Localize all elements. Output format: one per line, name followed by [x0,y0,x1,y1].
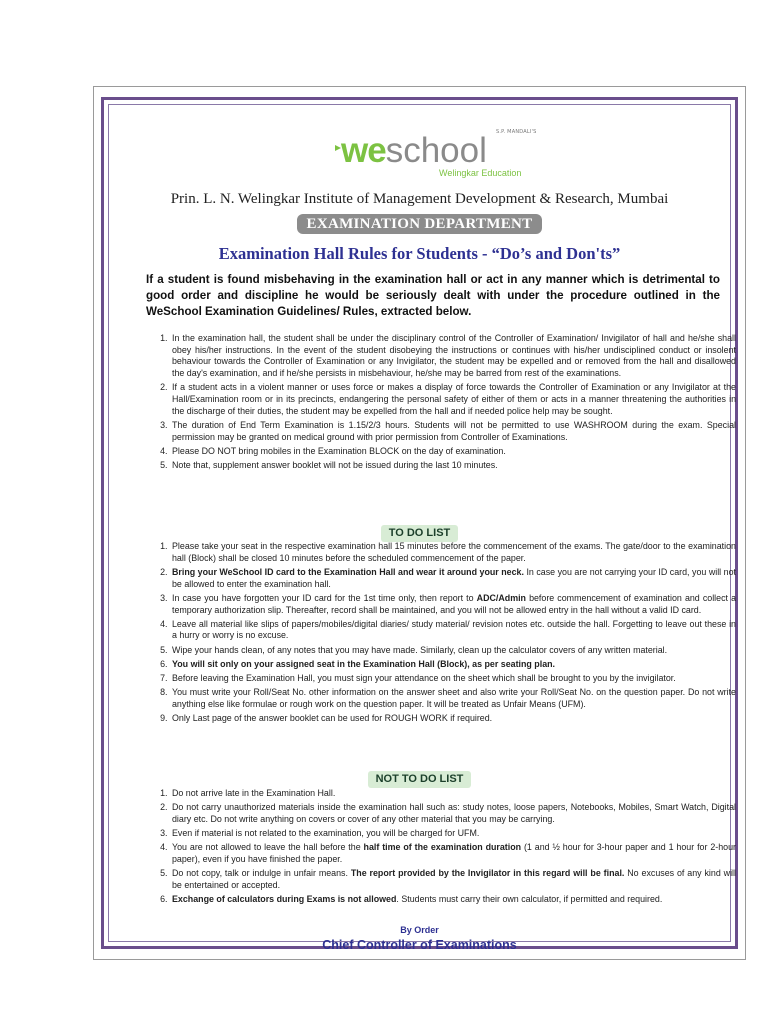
logo-we: we [341,131,386,170]
item-text: Even if material is not related to the examination, you will be charged for UFM. [172,828,480,839]
notdo-heading: NOT TO DO LIST [368,771,472,788]
item-text: In the examination hall, the student shall be under the disciplinary control of the Controller of Examination/ Invigilator of hall and he/she shall obey his/her instructions. In the event of the student disobeying the instructions or continues with his/her undisciplined conduct or insolent behaviour towards the Controller of Examination or any Invigilator, the student may be expelled and or removed from the hall and disallowed the day's examination, and if he/she persists in misbehaviour, he/she may be barred from rest of the examinations. [172,333,736,379]
logo-small-text: S.P. MANDALI'S [496,129,537,135]
item-text-bold: half time of the examination duration [363,842,522,853]
item-text: No excuses of any kind will be entertained or accepted. [172,868,736,890]
rules-list [155,333,736,474]
list-item [170,842,736,865]
item-text: Note that, supplement answer booklet will not be issued during the last 10 minutes. [172,460,498,471]
page-title: Examination Hall Rules for Students - “Do’s and Don'ts” [218,244,621,263]
item-text: You are not allowed to leave the hall before the [172,842,364,853]
list-item [170,788,736,800]
logo-school: school [385,131,487,170]
list-item [170,673,736,685]
notdo-list [155,788,736,908]
list-item [170,460,736,472]
item-text: before commencement of examination and collect a temporary authorization slip. Thereafter, record shall be maintained, and you will not be allowed entry in the hall without a valid ID card. [172,592,736,615]
item-text: If a student acts in a violent manner or uses force or makes a display of force towards the Controller of Examination or any Invigilator at the Hall/Examination room or in its precincts, endangering the personal safety of either of them or acts in a manner threatening the authorities in the discharge of their duties, the student may be expelled from the hall and if needed police help may be sought. [172,382,736,416]
by-order: By Order [400,925,439,935]
item-text: Before leaving the Examination Hall, you must sign your attendance on the sheet which shall be brought to you by the invigilator. [172,673,676,684]
signatory: Chief Controller of Examinations [322,938,517,952]
list-item [170,659,736,671]
todo-list [155,541,736,727]
item-text: In case you are not carrying your ID card, you will not be allowed to enter the examination hall. [172,566,736,589]
list-item [170,802,736,825]
notice-page [93,86,746,960]
list-item [170,567,736,590]
list-item [170,541,736,564]
item-text: Only Last page of the answer booklet can be used for ROUGH WORK if required. [172,713,493,724]
item-text-bold: Bring your WeSchool ID card to the Examination Hall and wear it around your neck. [172,566,524,577]
item-text-bold: The report provided by the Invigilator in this regard will be final. [350,868,625,879]
item-text: Leave all material like slips of papers/mobiles/digital diaries/ study material/ revision notes etc. outside the hall. Forgetting to leave out these in a hurry or worry is no excuse. [172,618,736,641]
page-border [101,97,738,952]
list-item [170,645,736,657]
item-text: Do not arrive late in the Examination Hall. [172,788,336,798]
list-item [170,593,736,616]
list-item [170,446,736,458]
item-text: (1 and ½ hour for 3-hour paper and 1 hour for 2-hour paper), even if you have finished the paper. [172,842,736,865]
item-text-bold: Exchange of calculators during Exams is not allowed [172,894,397,905]
list-item [170,713,736,725]
page-inner-border [108,104,736,952]
list-item [170,687,736,710]
item-text: . Students must carry their own calculator, if permitted and required. [396,894,663,905]
item-text: Please DO NOT bring mobiles in the Examination BLOCK on the day of examination. [172,445,506,456]
todo-heading: TO DO LIST [381,525,459,542]
item-text: Please take your seat in the respective examination hall 15 minutes before the commencement of the exams. The gate/door to the examination hall (Block) shall be closed 10 minutes before the scheduled commencement of the paper. [172,541,736,563]
notdo-heading-wrap [109,767,730,788]
list-item [170,828,736,840]
todo-heading-wrap [109,521,730,542]
item-text: Do not carry unauthorized materials inside the examination hall such as: study notes, loose papers, Notebooks, Mobiles, Smart Watch, Digital diary etc. Do not write anything on covers or cover of any other material that you may be carrying. [172,802,736,824]
item-text: In case you have forgotten your ID card for the 1st time only, then report to [172,592,477,603]
department-banner: EXAMINATION DEPARTMENT [297,214,543,234]
logo-triangle-icon [335,145,341,151]
weschool-logo [341,129,541,181]
item-text: You must write your Roll/Seat No. other information on the answer sheet and also write your Roll/Seat No. on the question paper. Do not write anything else like formulae or rough work on the question paper. It will be treated as Unfair Means (UFM). [172,687,736,709]
department-banner-wrap [109,213,730,234]
item-text-bold: ADC/Admin [476,592,526,603]
logo-tagline: Welingkar Education [439,168,522,178]
list-item [170,420,736,443]
item-text-bold: You will sit only on your assigned seat in the Examination Hall (Block), as per seating plan. [172,658,556,669]
item-text: The duration of End Term Examination is 1.15/2/3 hours. Students will not be permitted to use WASHROOM during the exam. Special permission may be granted on medical ground with prior permission from Controller of Examinations. [172,419,736,442]
intro-paragraph: If a student is found misbehaving in the examination hall or act in any manner which is detrimental to good order and discipline he would be seriously dealt with under the procedure outlined in the WeSchool Examination Guidelines/ Rules, extracted below. [146,273,720,318]
item-text: Wipe your hands clean, of any notes that you may have made. Similarly, clean up the calculator covers of any written material. [172,644,668,655]
list-item [170,868,736,891]
list-item [170,333,736,380]
list-item [170,894,736,906]
institute-name: Prin. L. N. Welingkar Institute of Management Development & Research, Mumbai [170,191,669,207]
logo-wordmark [341,133,487,169]
item-text: Do not copy, talk or indulge in unfair means. [172,868,351,879]
list-item [170,382,736,417]
list-item [170,619,736,642]
